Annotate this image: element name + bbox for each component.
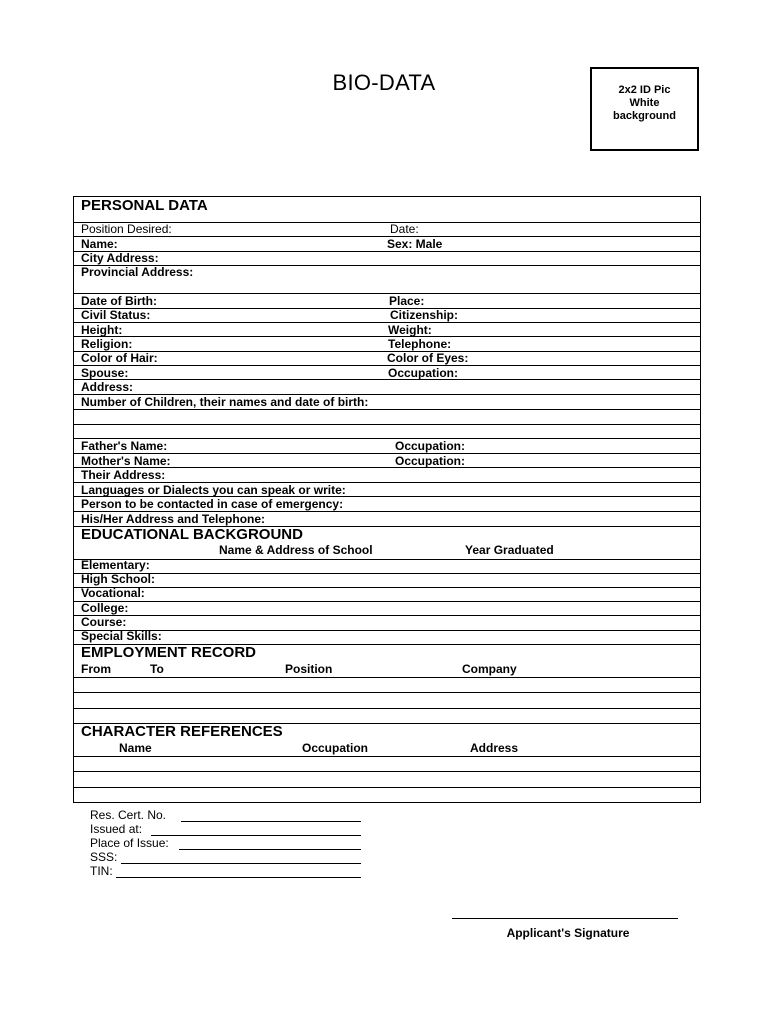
languages-label: Languages or Dialects you can speak or write: — [81, 483, 346, 497]
photo-box-line1: 2x2 ID Pic — [618, 83, 671, 96]
their-address-label: Their Address: — [81, 468, 166, 482]
position-desired-label: Position Desired: — [81, 222, 172, 236]
date-of-birth-label: Date of Birth: — [81, 294, 157, 308]
mothers-name-label: Mother's Name: — [81, 454, 171, 468]
fathers-name-label: Father's Name: — [81, 439, 168, 453]
row-divider — [74, 771, 700, 772]
row-divider — [74, 293, 700, 294]
id-photo-box — [590, 67, 699, 151]
res-cert-underline — [181, 821, 361, 822]
row-divider — [74, 438, 700, 439]
issued-at-label: Issued at: — [90, 822, 143, 836]
tin-underline — [116, 877, 361, 878]
reference-occupation-column-header: Occupation — [302, 741, 369, 755]
photo-box-line3: background — [613, 109, 676, 122]
reference-name-column-header: Name — [119, 741, 152, 755]
color-of-eyes-label: Color of Eyes: — [387, 351, 469, 365]
telephone-label: Telephone: — [388, 337, 452, 351]
fathers-occupation-label: Occupation: — [395, 439, 466, 453]
position-column-header: Position — [285, 662, 333, 676]
course-label: Course: — [81, 615, 127, 629]
high-school-label: High School: — [81, 572, 155, 586]
company-column-header: Company — [462, 662, 517, 676]
row-divider — [74, 677, 700, 678]
date-label: Date: — [390, 222, 419, 236]
place-label: Place: — [389, 294, 425, 308]
provincial-address-label: Provincial Address: — [81, 265, 194, 279]
row-divider — [74, 424, 700, 425]
row-divider — [74, 756, 700, 757]
personal-data-heading: PERSONAL DATA — [81, 197, 208, 214]
biodata-form-table — [73, 196, 701, 803]
sss-underline — [121, 863, 361, 864]
row-divider — [74, 708, 700, 709]
name-label: Name: — [81, 237, 118, 251]
spouse-occupation-label: Occupation: — [388, 366, 459, 380]
from-column-header: From — [81, 662, 111, 676]
height-label: Height: — [81, 323, 123, 337]
elementary-label: Elementary: — [81, 558, 150, 572]
row-divider — [74, 409, 700, 410]
mothers-occupation-label: Occupation: — [395, 454, 466, 468]
religion-label: Religion: — [81, 337, 133, 351]
photo-box-line2: White — [629, 96, 660, 109]
to-column-header: To — [150, 662, 164, 676]
row-divider — [74, 322, 700, 323]
row-divider — [74, 559, 700, 560]
character-references-heading: CHARACTER REFERENCES — [81, 723, 283, 740]
issued-at-underline — [151, 835, 361, 836]
educational-background-heading: EDUCATIONAL BACKGROUND — [81, 526, 303, 543]
row-divider — [74, 365, 700, 366]
row-divider — [74, 587, 700, 588]
row-divider — [74, 251, 700, 252]
row-divider — [74, 787, 700, 788]
employment-record-heading: EMPLOYMENT RECORD — [81, 644, 257, 661]
spouse-label: Spouse: — [81, 366, 129, 380]
row-divider — [74, 379, 700, 380]
address-label: Address: — [81, 380, 134, 394]
emergency-contact-label: Person to be contacted in case of emergency: — [81, 497, 344, 511]
applicant-signature-label: Applicant's Signature — [506, 926, 630, 940]
row-divider — [74, 692, 700, 693]
signature-line — [452, 918, 678, 919]
tin-label: TIN: — [90, 864, 113, 878]
row-divider — [74, 573, 700, 574]
children-label: Number of Children, their names and date of birth: — [81, 395, 369, 409]
page-title: BIO-DATA — [332, 70, 436, 95]
city-address-label: City Address: — [81, 251, 159, 265]
special-skills-label: Special Skills: — [81, 629, 162, 643]
sex-label: Sex: Male — [387, 237, 443, 251]
row-divider — [74, 336, 700, 337]
reference-address-column-header: Address — [470, 741, 519, 755]
weight-label: Weight: — [388, 323, 432, 337]
school-column-header: Name & Address of School — [219, 543, 373, 557]
sss-label: SSS: — [90, 850, 118, 864]
row-divider — [74, 615, 700, 616]
college-label: College: — [81, 601, 129, 615]
citizenship-label: Citizenship: — [390, 308, 458, 322]
row-divider — [74, 308, 700, 309]
row-divider — [74, 601, 700, 602]
vocational-label: Vocational: — [81, 586, 145, 600]
place-of-issue-underline — [179, 849, 361, 850]
place-of-issue-label: Place of Issue: — [90, 836, 169, 850]
row-divider — [74, 630, 700, 631]
civil-status-label: Civil Status: — [81, 308, 151, 322]
emergency-address-label: His/Her Address and Telephone: — [81, 512, 266, 526]
year-graduated-column-header: Year Graduated — [465, 543, 554, 557]
color-of-hair-label: Color of Hair: — [81, 351, 158, 365]
res-cert-label: Res. Cert. No. — [90, 808, 167, 822]
